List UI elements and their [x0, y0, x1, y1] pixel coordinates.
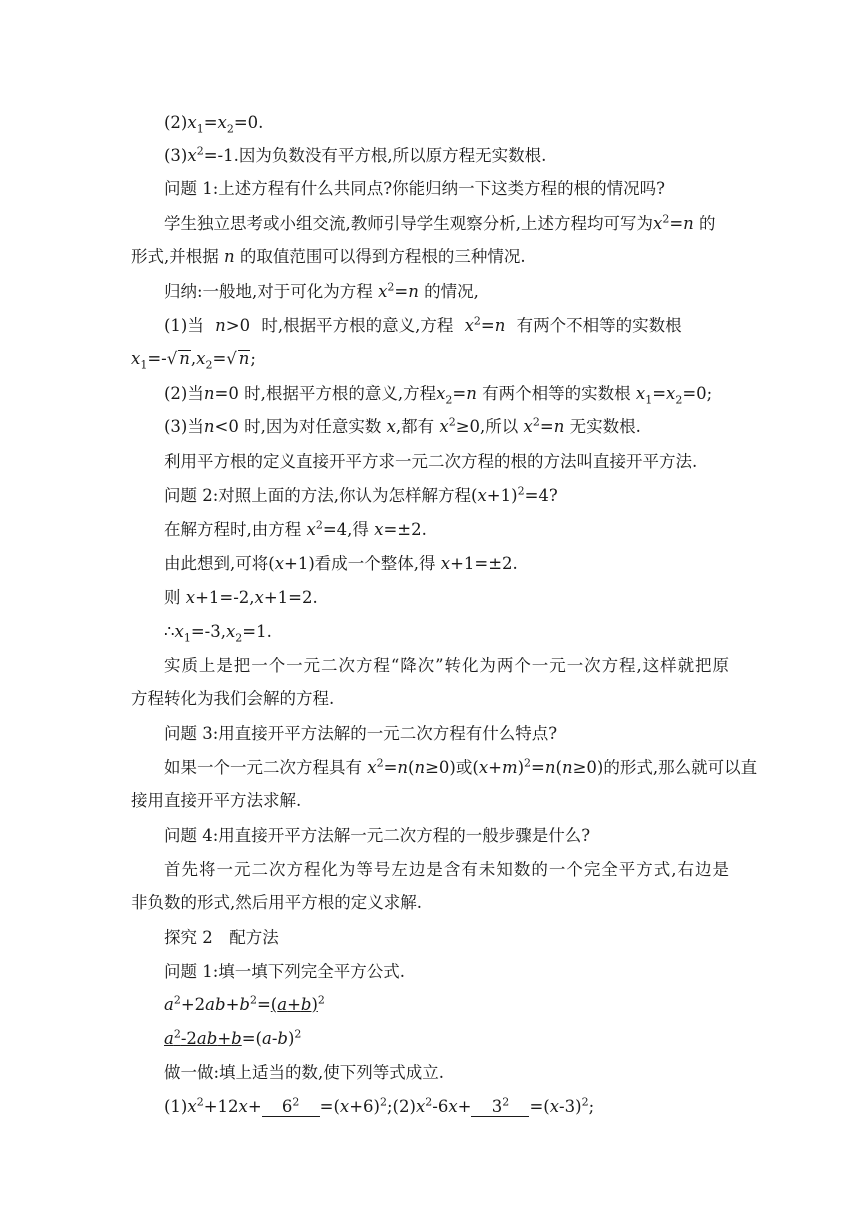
question-2-line: 问题 2:对照上面的方法,你认为怎样解方程$(x+1)^2=4$?: [164, 484, 558, 505]
question-3-line: 问题 3:用直接开平方法解的一元二次方程有什么特点?: [164, 724, 558, 743]
solve-line-2: 由此想到,可将(x+1)看成一个整体,得 x+1=±2.: [164, 554, 518, 573]
case-3-line: (3)当n<0 时,因为对任意实数 x,都有 $x^2\ge 0$,所以 $x^2=n$ 无实数根.: [164, 415, 641, 436]
question-4-line: 问题 4:用直接开平方法解一元二次方程的一般步骤是什么?: [164, 826, 591, 845]
essence-line-1: 实质上是把一个一元二次方程“降次”转化为两个一元一次方程,这样就把原: [164, 656, 729, 675]
formula-line-1: $a^2+2ab+b^2=(a+b)^2$: [164, 993, 325, 1014]
exercise-line: $(1)x^2+12x+ 6^2$ $=(x+6)^2;(2)x^2-6x+ 3^2 =(x-3)^2$;: [164, 1095, 595, 1116]
answer-3-line-1: 如果一个一元二次方程具有 $x^2=n(n\ge 0)$或$(x+m)^2=n(n\ge 0)$的形式,那么就可以直: [164, 756, 758, 777]
answer-3-line-2: 接用直接开平方法求解.: [131, 791, 302, 810]
formula-line-2: $a^2-2ab+b=(a-b)^2$: [164, 1027, 302, 1048]
definition-line: 利用平方根的定义直接开平方求一元二次方程的根的方法叫直接开平方法.: [164, 452, 698, 471]
case-2-line: (2)当n=0 时,根据平方根的意义,方程$x_2=n$ 有两个相等的实数根 $x_1=x_2=0$;: [164, 384, 713, 407]
solve-line-3: 则 x+1=-2,x+1=2.: [164, 588, 318, 607]
summary-line: 归纳:一般地,对于可化为方程 $x^2=n$ 的情况,: [164, 280, 479, 301]
essence-line-2: 方程转化为我们会解的方程.: [131, 689, 335, 708]
answer-4-line-2: 非负数的形式,然后用平方根的定义求解.: [131, 893, 422, 912]
question-1-fill-line: 问题 1:填一填下列完全平方公式.: [164, 962, 406, 981]
solve-line-1: 在解方程时,由方程 $x^2=4$,得 x=±2.: [164, 518, 427, 539]
case-1-line: (1)当 n>0 时,根据平方根的意义,方程 $x^2=n$ 有两个不相等的实数根: [164, 314, 682, 335]
answer-4-line-1: 首先将一元二次方程化为等号左边是含有未知数的一个完全平方式,右边是: [164, 860, 729, 879]
solve-line-4: $\therefore x_1=-3,x_2=1$.: [164, 622, 272, 645]
line-5: 形式,并根据 n 的取值范围可以得到方程根的三种情况.: [131, 247, 526, 266]
line-1: $(2)x_1=x_2=0$.: [164, 113, 264, 136]
line-2: $(3)x^2=-1$.因为负数没有平方根,所以原方程无实数根.: [164, 144, 547, 165]
section-heading: 探究 2 配方法: [164, 928, 279, 947]
exercise-heading: 做一做:填上适当的数,使下列等式成立.: [164, 1063, 445, 1082]
question-1-line: 问题 1:上述方程有什么共同点?你能归纳一下这类方程的根的情况吗?: [164, 179, 665, 198]
line-4: 学生独立思考或小组交流,教师引导学生观察分析,上述方程均可写为$x^2=n$ 的: [164, 212, 716, 233]
case-1-roots: $x_1=-√$ $n,x_2=√$ n;: [131, 349, 256, 372]
